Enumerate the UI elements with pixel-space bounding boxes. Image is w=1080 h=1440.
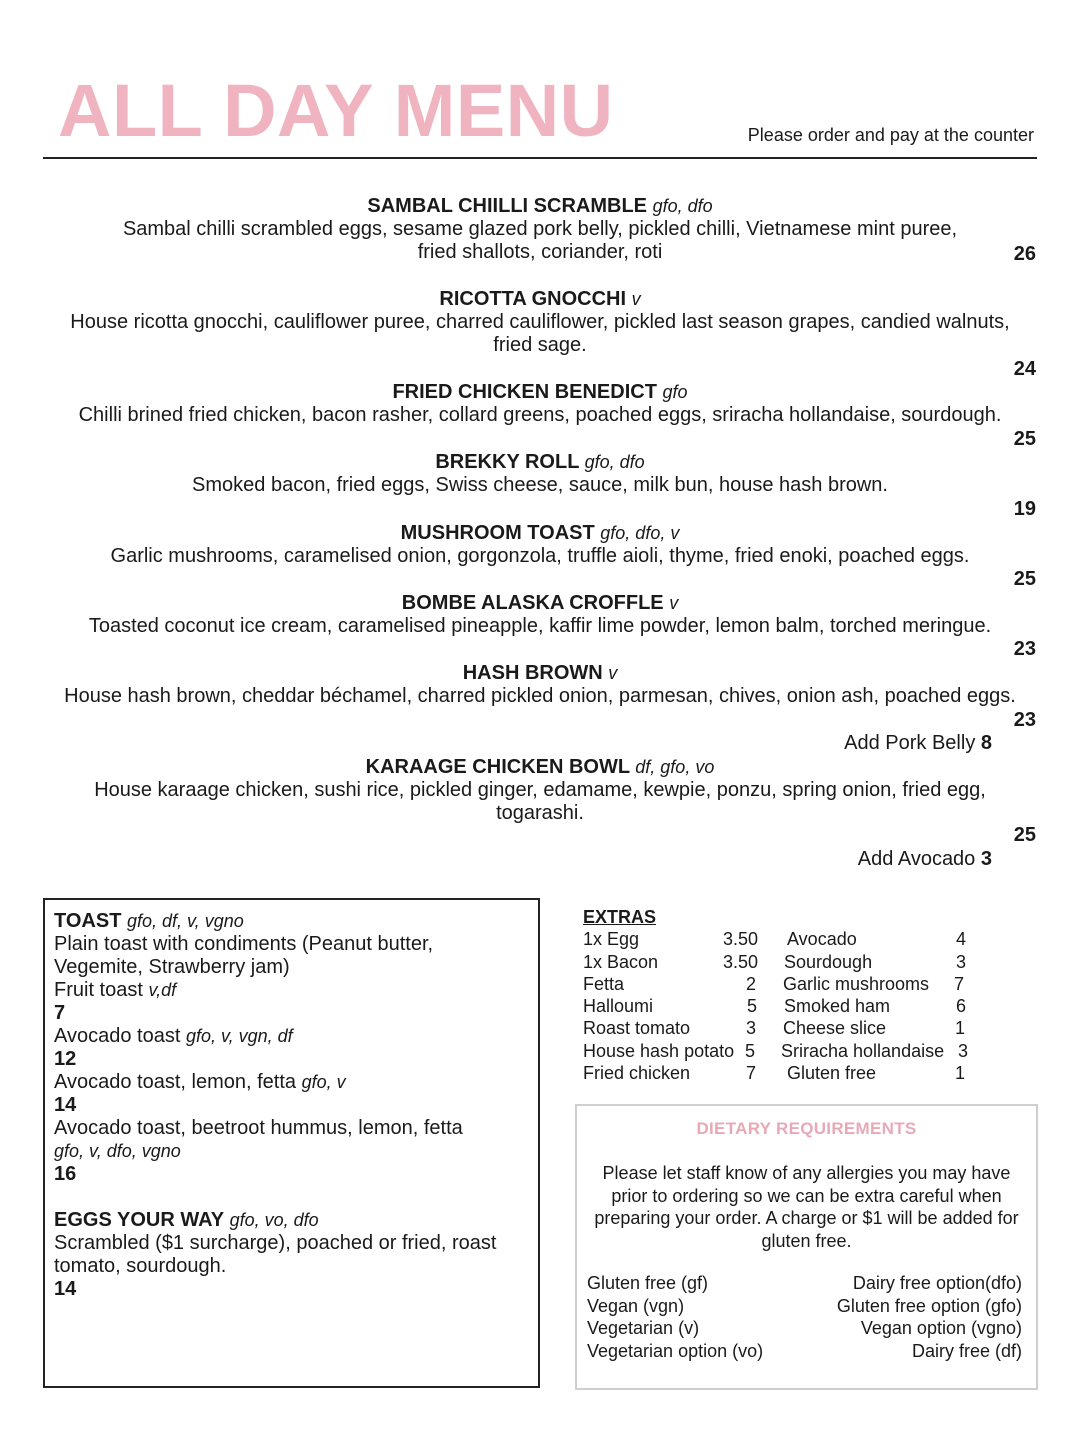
extra-name: Smoked ham — [784, 996, 891, 1017]
extra-name: 1x Egg — [583, 929, 640, 950]
legend-entry: Vegan (vgn) — [587, 1295, 685, 1316]
eggs-price: 14 — [54, 1278, 77, 1300]
fruit-toast — [54, 979, 529, 1002]
eggs-tags: gfo, vo, dfo — [229, 1210, 319, 1230]
item-desc: Toasted coconut ice cream, caramelised pineapple, kaffir lime powder, lemon balm, torched meringue. — [88, 615, 992, 637]
item-tags: gfo, dfo — [652, 196, 713, 216]
extra-price: 4 — [955, 929, 966, 950]
item-price: 19 — [1013, 498, 1036, 520]
item-price: 25 — [1013, 568, 1036, 590]
item-name: SAMBAL CHIILLI SCRAMBLE — [367, 195, 647, 217]
menu-item-croffle — [40, 591, 1040, 638]
order-instruction: Please order and pay at the counter — [747, 125, 1034, 145]
extra-name: House hash potato — [583, 1040, 735, 1061]
fruit-toast-label: Fruit toast — [54, 979, 143, 1001]
extra-name: Roast tomato — [583, 1018, 691, 1039]
extras-row — [583, 973, 983, 995]
item-desc: Sambal chilli scrambled eggs, sesame glazed pork belly, pickled chilli, Vietnamese mint puree, — [122, 218, 958, 240]
eggs-name: EGGS YOUR WAY — [54, 1209, 225, 1231]
item-name: MUSHROOM TOAST — [400, 522, 595, 544]
extra-price: 3.50 — [722, 929, 758, 950]
item-addon — [844, 731, 992, 755]
item-tags: gfo — [662, 382, 688, 402]
item-addon — [858, 847, 992, 871]
avocado-beetroot-price: 16 — [54, 1163, 77, 1185]
avocado-beetroot-label: Avocado toast, beetroot hummus, lemon, fetta — [54, 1117, 463, 1139]
extra-price: 7 — [745, 1063, 756, 1084]
item-heading — [40, 591, 1040, 615]
toast-tags: gfo, df, v, vgno — [126, 911, 244, 931]
legend-entry: Vegan option (vgno) — [860, 1318, 1022, 1338]
extra-price: 3 — [745, 1018, 756, 1039]
dietary-line: preparing your order. A charge or $1 will be added for — [594, 1208, 1019, 1228]
avocado-fetta-label: Avocado toast, lemon, fetta — [54, 1071, 297, 1093]
item-heading — [40, 287, 1040, 311]
avocado-beetroot-tags: gfo, v, dfo, vgno — [54, 1141, 181, 1161]
addon-label: Add Avocado — [857, 848, 976, 870]
item-price: 23 — [1013, 709, 1036, 731]
toast-desc: Vegemite, Strawberry jam) — [54, 956, 290, 978]
extra-name: Fetta — [583, 973, 625, 994]
legend-entry: Dairy free (df) — [911, 1340, 1022, 1361]
item-desc: House karaage chicken, sushi rice, pickled ginger, edamame, kewpie, ponzu, spring onion, fried egg, — [94, 779, 986, 801]
menu-item-hash-brown — [40, 661, 1040, 708]
item-name: RICOTTA GNOCCHI — [439, 288, 627, 310]
extra-name: 1x Bacon — [583, 951, 659, 972]
extras-row — [583, 1062, 983, 1084]
extras-title: EXTRAS — [583, 907, 657, 927]
menu-item-sambal — [40, 194, 1040, 264]
item-name: FRIED CHICKEN BENEDICT — [392, 381, 657, 403]
legend-entry: Gluten free (gf) — [587, 1273, 709, 1293]
item-tags: v — [669, 593, 679, 613]
extra-name: Fried chicken — [583, 1063, 691, 1084]
extra-price: 3.50 — [722, 951, 758, 972]
legend-right-column — [837, 1272, 1022, 1362]
toast-heading — [54, 910, 529, 933]
menu-item-mushroom-toast — [40, 521, 1040, 568]
item-name: HASH BROWN — [462, 662, 603, 684]
extra-name: Sriracha hollandaise — [781, 1040, 945, 1061]
item-name: BOMBE ALASKA CROFFLE — [401, 592, 664, 614]
extra-price: 3 — [957, 1040, 968, 1061]
extra-name: Cheese slice — [783, 1018, 887, 1039]
item-desc: Chilli brined fried chicken, bacon rasher, collard greens, poached eggs, sriracha hollandaise, sourdough. — [78, 404, 1002, 426]
extra-name: Gluten free — [787, 1063, 877, 1084]
item-desc: Garlic mushrooms, caramelised onion, gorgonzola, truffle aioli, thyme, fried enoki, poached eggs. — [110, 545, 970, 567]
extras-section — [583, 906, 983, 1084]
item-heading — [40, 755, 1040, 779]
legend-entry: Vegetarian option (vo) — [587, 1340, 764, 1361]
item-name: KARAAGE CHICKEN BOWL — [365, 756, 630, 778]
extra-price: 5 — [746, 996, 757, 1017]
dietary-line: gluten free. — [761, 1230, 852, 1251]
item-desc: House ricotta gnocchi, cauliflower puree, charred cauliflower, pickled last season grapes, candied walnuts, — [70, 311, 1010, 333]
item-desc: fried shallots, coriander, roti — [417, 241, 663, 263]
item-desc: House hash brown, cheddar béchamel, charred pickled onion, parmesan, chives, onion ash, poached eggs. — [64, 685, 1016, 707]
header-divider — [43, 157, 1037, 159]
item-desc: togarashi. — [496, 802, 584, 824]
dietary-section — [575, 1104, 1038, 1390]
legend-entry: Vegetarian (v) — [587, 1318, 700, 1338]
extras-row — [583, 928, 983, 950]
addon-price: 8 — [980, 732, 992, 754]
toast-section — [43, 898, 540, 1388]
extras-row — [583, 951, 983, 973]
menu-item-gnocchi — [40, 287, 1040, 357]
item-tags: gfo, dfo — [584, 452, 645, 472]
dietary-line: Please let staff know of any allergies you may have — [602, 1163, 1011, 1183]
item-heading — [40, 521, 1040, 545]
extra-name: Halloumi — [583, 996, 654, 1017]
avocado-fetta-price: 14 — [54, 1094, 77, 1116]
menu-item-benedict — [40, 380, 1040, 427]
fruit-toast-tags: v,df — [148, 980, 177, 1000]
avocado-toast — [54, 1025, 529, 1048]
avocado-fetta-tags: gfo, v — [301, 1072, 346, 1092]
toast-desc: Plain toast with condiments (Peanut butter, — [54, 933, 434, 955]
extra-name: Avocado — [787, 929, 857, 950]
item-name: BREKKY ROLL — [435, 451, 580, 473]
legend-left-column — [587, 1272, 763, 1362]
addon-label: Add Pork Belly — [844, 732, 976, 754]
extra-price: 1 — [954, 1063, 965, 1084]
extras-row — [583, 1040, 983, 1062]
avocado-toast-tags: gfo, v, vgn, df — [185, 1026, 293, 1046]
fruit-toast-price: 7 — [54, 1002, 66, 1024]
eggs-desc: Scrambled ($1 surcharge), poached or fried, roast — [54, 1232, 497, 1254]
item-price: 26 — [1013, 243, 1036, 265]
item-tags: v — [631, 289, 641, 309]
item-tags: df, gfo, vo — [635, 757, 715, 777]
menu-item-karaage — [40, 755, 1040, 825]
extra-price: 6 — [955, 996, 966, 1017]
extra-price: 2 — [745, 973, 756, 994]
menu-item-brekky-roll — [40, 450, 1040, 497]
menu-title: ALL DAY MENU — [58, 69, 614, 152]
item-tags: v — [608, 663, 618, 683]
extras-row — [583, 995, 983, 1017]
extra-price: 1 — [954, 1018, 965, 1039]
extra-price: 5 — [744, 1040, 755, 1061]
dietary-title: DIETARY REQUIREMENTS — [696, 1119, 917, 1138]
avocado-toast-price: 12 — [54, 1048, 77, 1070]
item-desc: Smoked bacon, fried eggs, Swiss cheese, sauce, milk bun, house hash brown. — [192, 474, 888, 496]
item-heading — [40, 450, 1040, 474]
item-price: 25 — [1013, 824, 1036, 846]
eggs-desc: tomato, sourdough. — [54, 1255, 227, 1277]
item-price: 25 — [1013, 428, 1036, 450]
legend-entry: Gluten free option (gfo) — [836, 1295, 1022, 1316]
extra-price: 7 — [953, 973, 964, 994]
extra-price: 3 — [955, 951, 966, 972]
avocado-fetta-toast — [54, 1071, 529, 1094]
addon-price: 3 — [980, 848, 992, 870]
item-heading — [40, 661, 1040, 685]
avocado-toast-label: Avocado toast — [54, 1025, 181, 1047]
dietary-line: prior to ordering so we can be extra careful when — [611, 1185, 1002, 1206]
item-heading — [40, 380, 1040, 404]
item-desc: fried sage. — [493, 334, 587, 356]
extra-name: Garlic mushrooms — [783, 973, 930, 994]
item-tags: gfo, dfo, v — [600, 523, 680, 543]
item-heading — [40, 194, 1040, 218]
eggs-heading — [54, 1209, 529, 1232]
spacer — [54, 1186, 529, 1209]
extras-row — [583, 1017, 983, 1039]
item-price: 23 — [1013, 638, 1036, 660]
item-price: 24 — [1013, 358, 1036, 380]
dietary-notice — [585, 1162, 1028, 1252]
extra-name: Sourdough — [784, 951, 873, 972]
legend-entry: Dairy free option(dfo) — [852, 1273, 1022, 1293]
toast-name: TOAST — [54, 910, 122, 932]
